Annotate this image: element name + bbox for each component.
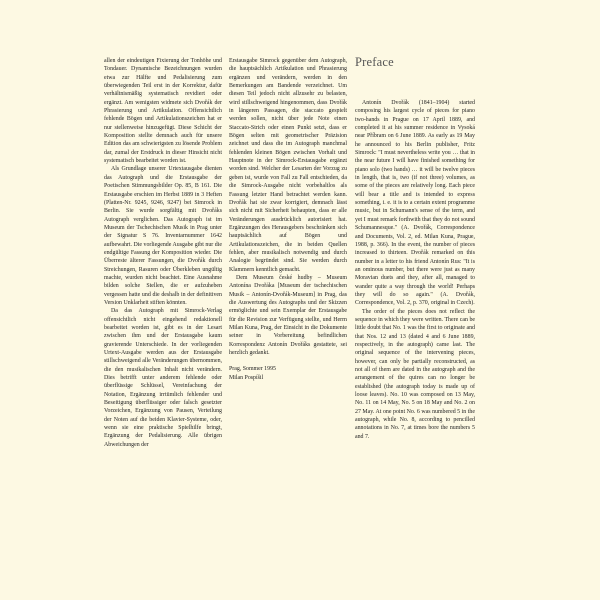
german-paragraph: Als Grundlage unserer Urtextausgabe dienten das Autograph und die Erstausgabe der Poetischen Stimmungsbilder Op. 85, B 161. Die Erstausgabe erschien im Herbst 1889 in 3 Heften (Platten-Nr. 9245, 9246, 9247) bei Simrock in Berlin. Sie wurde sorgfältig mit Dvořáks Autograph verglichen. Das Autograph ist im Museum der Tschechischen Musik in Prag unter der Signatur S 76. Inventarnummer 1642 aufbewahrt. Die vorliegende Ausgabe gibt nur die endgültige Fassung der Komposition wieder. Die Überreste älterer Fassungen, die Dvořák durch Streichungen, Rasuren oder Überkleben ungültig machte, wurden nicht beachtet. Eine Ausnahme bilden solche Stellen, die er aufzuheben vergessen hatte und die deshalb in der definitiven Version Unklarheit stiften könnten.	[104, 166, 222, 306]
english-paragraph: Antonín Dvořák (1841–1904) started composing his largest cycle of pieces for piano two-hands in Prague on 17 April 1889, and completed it at his summer residence in Vysoká near Příbram on 6 June 1889. As early as 19 May he announced to his Berlin publisher, Fritz Simrock: "I must nevertheless write you … that in the near future I will have finished something for piano solo (two hands) … it will be twelve pieces in length, that is, two (if not three) volumes, as some of the pieces are relatively long. Each piece will bear a title and is intended to express something, i. e. it is to a certain extent programme music, but in Schumann's sense of the term, and yet I must remark forthwith that they do not sound Schumannesque." (A. Dvořák, Correspondence and Documents, Vol. 2, ed. Milan Kuna, Prague, 1988, p. 366). In the event, the number of pieces increased to thirteen. Dvořák remarked on this number in a letter to his friend Antonín Rus: "It is an ominous number, but there were just as many Moravian duets and they, after all, managed to wander quite a way through the world! Perhaps they will do so again." (A. Dvořák, Correspondence, Vol. 2, p. 370, original in Czech).	[355, 100, 475, 307]
german-column-left	[104, 57, 222, 449]
german-column-middle	[229, 57, 347, 382]
german-paragraph: Dem Museum české hudby – Museum Antonína Dvořáka [Museum der tschechischen Musik – Antonín-Dvořák-Museum] in Prag, das die Auswertung des Autographs und der Skizzen ermöglichte und sein Exemplar der Erstausgabe für die Revision zur Verfügung stellte, und Herrn Milan Kuna, Prag, der Einsicht in die Dokumente seiner in Vorbereitung befindlichen Korrespondenz Antonín Dvořáks gestattete, sei herzlich gedankt.	[229, 274, 347, 357]
english-column-right	[355, 99, 475, 441]
preface-heading: Preface	[355, 55, 394, 69]
signature-place-date: Prag, Sommer 1995	[229, 366, 276, 373]
signature-name: Milan Pospíšil	[229, 374, 264, 381]
german-paragraph: allen der eindeutigen Fixierung der Tonhöhe und Tondauer. Dynamische Bezeichnungen wurden etwa zur Hälfte und Pedalisierung zum überwiegenden Teil erst in der Korrektur, dafür verhältnismäßig systematisch revidiert oder ergänzt. Am wenigsten widmete sich Dvořák der Phrasierung und Artikulation. Offensichtlich fehlende Bögen und Artikulationszeichen hat er nur stellenweise hinzugefügt. Diese Schicht der Komposition stellte demnach auch für unsere Edition das am schwierigsten zu lösende Problem dar, zumal der Erstdruck in dieser Hinsicht nicht systematisch bearbeitet worden ist.	[104, 58, 222, 165]
english-paragraph: The order of the pieces does not reflect the sequence in which they were written. There can be little doubt that No. 1 was the first to originate and that Nos. 12 and 13 (dated 4 and 6 June 1889, respectively, in the autograph) came last. The original sequence of the intervening pieces, however, can only be partially reconstructed, as not all of them are dated in the autograph and the arrangement of the quires can no longer be established (the autograph today is made up of loose leaves). No. 10 was composed on 13 May, No. 11 on 14 May, No. 5 on 18 May and No. 2 on 27 May. At one point No. 6 was numbered 5 in the autograph, while No. 8, according to pencilled annotations in No. 7, at times bore the numbers 5 and 7.	[355, 308, 475, 440]
german-paragraph: Erstausgabe Simrock gegenüber dem Autograph, die hauptsächlich Artikulation und Phrasierung ergänzen und verändern, werden in den Bemerkungen am Bandende verzeichnet. Um diesen Teil jedoch nicht allzusehr zu belasten, wird stillschweigend hingenommen, dass Dvořák in längeren Passagen, die staccato gespielt werden sollen, nicht über jede Note einen Staccato-Strich oder einen Punkt setzt, dass er Bögen selten mit geometrischer Präzision zeichnet und dass die im Autograph manchmal fehlenden kleinen Bögen zwischen Vorhalt und Hauptnote in der Simrock-Erstausgabe ergänzt worden sind. Welcher der Lesarten der Vorzug zu geben ist, wurde von Fall zu Fall entschieden, da die Simrock-Ausgabe nicht vorbehaltlos als Fassung letzter Hand betrachtet werden kann. Dvořák hat sie zwar korrigiert, demnach lässt sich nicht mit Sicherheit behaupten, dass er alle Veränderungen ausdrücklich autorisiert hat. Ergänzungen des Herausgebers beschränken sich hauptsächlich auf Bögen und Artikulationszeichen, die in beiden Quellen fehlen, aber musikalisch notwendig und durch Analogie begründet sind. Sie werden durch Klammern kenntlich gemacht.	[229, 58, 347, 273]
german-paragraph: Da das Autograph mit Simrock-Verlag offensichtlich nicht eingehend redaktionell bearbeitet worden ist, gibt es in der Lesart zwischen ihm und der Erstausgabe kaum gravierende Unterschiede. In der vorliegenden Urtext-Ausgabe werden aus der Erstausgabe stillschweigend alle Veränderungen übernommen, die den musikalischen Inhalt nicht verändern. Dies betrifft unter anderem fehlende oder überflüssige Schlüssel, Vereinfachung der Notation, Ergänzung irrtümlich fehlender und Beseitigung überflüssiger oder falsch gesetzter Vorzeichen, Ergänzung von Pausen, Verteilung der Noten auf die beiden Klavier-Systeme, oder, wenn sie eine praktische Spielhilfe bringt, Ergänzung der Pedalisierung. Alle übrigen Abweichungen der	[104, 308, 222, 448]
